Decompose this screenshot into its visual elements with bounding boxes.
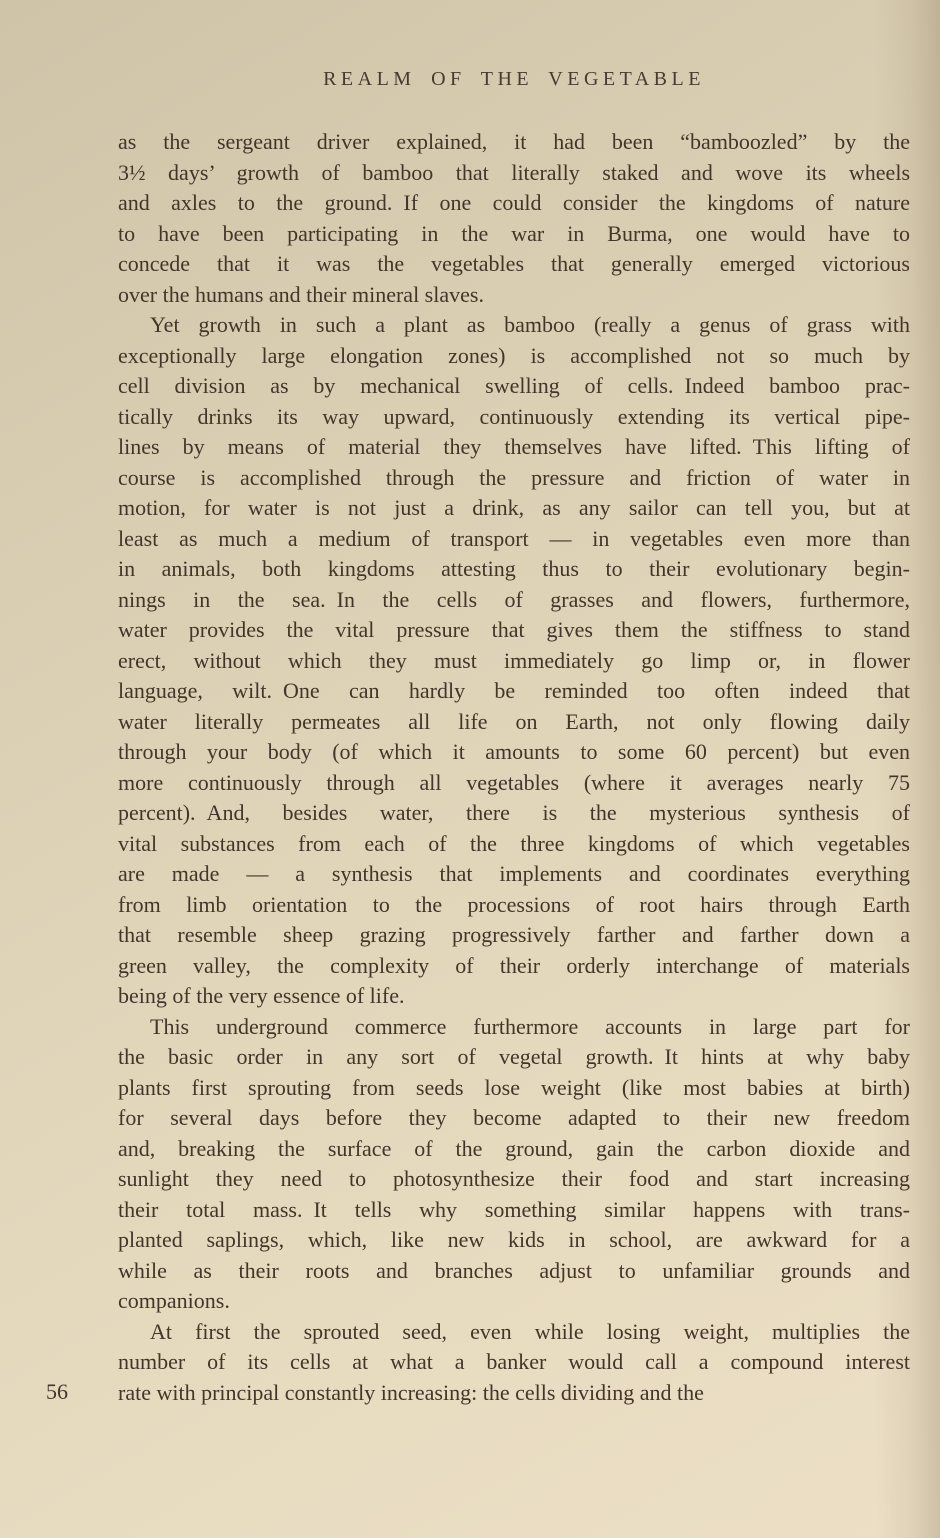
- text-line: green valley, the complexity of their orderly interchange of materials: [118, 952, 910, 978]
- text-line: lines by means of material they themselves have lifted. This lifting of: [118, 434, 910, 459]
- text-line: concede that it was the vegetables that generally emerged victorious: [118, 251, 910, 276]
- text-line: and, breaking the surface of the ground, gain the carbon dioxide and: [118, 1135, 910, 1161]
- text-line: This underground commerce furthermore accounts in large part for: [150, 1013, 910, 1039]
- text-line: are made — a synthesis that implements and coordinates everything: [118, 861, 910, 886]
- text-line: Yet growth in such a plant as bamboo (really a genus of grass with: [150, 312, 910, 337]
- paragraph: [118, 1012, 910, 1317]
- text-line: least as much a medium of transport — in vegetables even more than: [118, 525, 910, 551]
- text-line: sunlight they need to photosynthesize their food and start increasing: [118, 1166, 910, 1191]
- text-line: the basic order in any sort of vegetal growth. It hints at why baby: [118, 1044, 910, 1069]
- text-line: exceptionally large elongation zones) is accomplished not so much by: [118, 342, 910, 368]
- text-line: 3½ days’ growth of bamboo that literally staked and wove its wheels: [118, 159, 910, 185]
- text-line: water literally permeates all life on Earth, not only flowing daily: [118, 708, 910, 734]
- paragraph: [118, 1317, 910, 1409]
- text-line: course is accomplished through the pressure and friction of water in: [118, 464, 910, 490]
- text-line: vital substances from each of the three kingdoms of which vegetables: [118, 830, 910, 856]
- text-line: nings in the sea. In the cells of grasses and flowers, furthermore,: [118, 586, 910, 612]
- text-line: language, wilt. One can hardly be reminded too often indeed that: [118, 678, 910, 703]
- text-line: tically drinks its way upward, continuously extending its vertical pipe-: [118, 403, 910, 429]
- paragraph: [118, 127, 910, 310]
- text-line: erect, without which they must immediately go limp or, in flower: [118, 647, 910, 673]
- text-line: that resemble sheep grazing progressively farther and farther down a: [118, 922, 910, 947]
- text-line: while as their roots and branches adjust to unfamiliar grounds and: [118, 1257, 910, 1283]
- text-line: planted saplings, which, like new kids in school, are awkward for a: [118, 1227, 910, 1252]
- text-line: to have been participating in the war in Burma, one would have to: [118, 220, 910, 246]
- text-line: through your body (of which it amounts to some 60 percent) but even: [118, 739, 910, 764]
- running-head: REALM OF THE VEGETABLE: [323, 68, 705, 90]
- text-line: for several days before they become adapted to their new freedom: [118, 1105, 910, 1130]
- text-line: and axles to the ground. If one could consider the kingdoms of nature: [118, 190, 910, 215]
- text-line: as the sergeant driver explained, it had been “bamboozled” by the: [118, 129, 910, 154]
- text-line: number of its cells at what a banker would call a compound interest: [118, 1349, 910, 1374]
- text-line: plants first sprouting from seeds lose weight (like most babies at birth): [118, 1074, 910, 1100]
- text-line: companions.: [118, 1288, 230, 1313]
- text-line: more continuously through all vegetables (where it averages nearly 75: [118, 769, 910, 795]
- text-line: from limb orientation to the processions of root hairs through Earth: [118, 891, 910, 917]
- text-line: being of the very essence of life.: [118, 983, 405, 1008]
- text-line: percent). And, besides water, there is the mysterious synthesis of: [118, 800, 910, 825]
- text-line: their total mass. It tells why something similar happens with trans-: [118, 1196, 910, 1222]
- page-number: 56: [46, 1379, 68, 1404]
- text-line: in animals, both kingdoms attesting thus to their evolutionary begin-: [118, 556, 910, 581]
- text-line: At first the sprouted seed, even while losing weight, multiplies the: [150, 1318, 910, 1344]
- paragraph: [118, 310, 910, 1012]
- text-line: motion, for water is not just a drink, as any sailor can tell you, but at: [118, 495, 910, 520]
- text-line: over the humans and their mineral slaves.: [118, 281, 484, 307]
- text-line: cell division as by mechanical swelling of cells. Indeed bamboo prac-: [118, 373, 910, 398]
- body-text: [118, 127, 910, 1408]
- text-line: water provides the vital pressure that gives them the stiffness to stand: [118, 617, 910, 642]
- text-line: rate with principal constantly increasing: the cells dividing and the: [118, 1379, 704, 1405]
